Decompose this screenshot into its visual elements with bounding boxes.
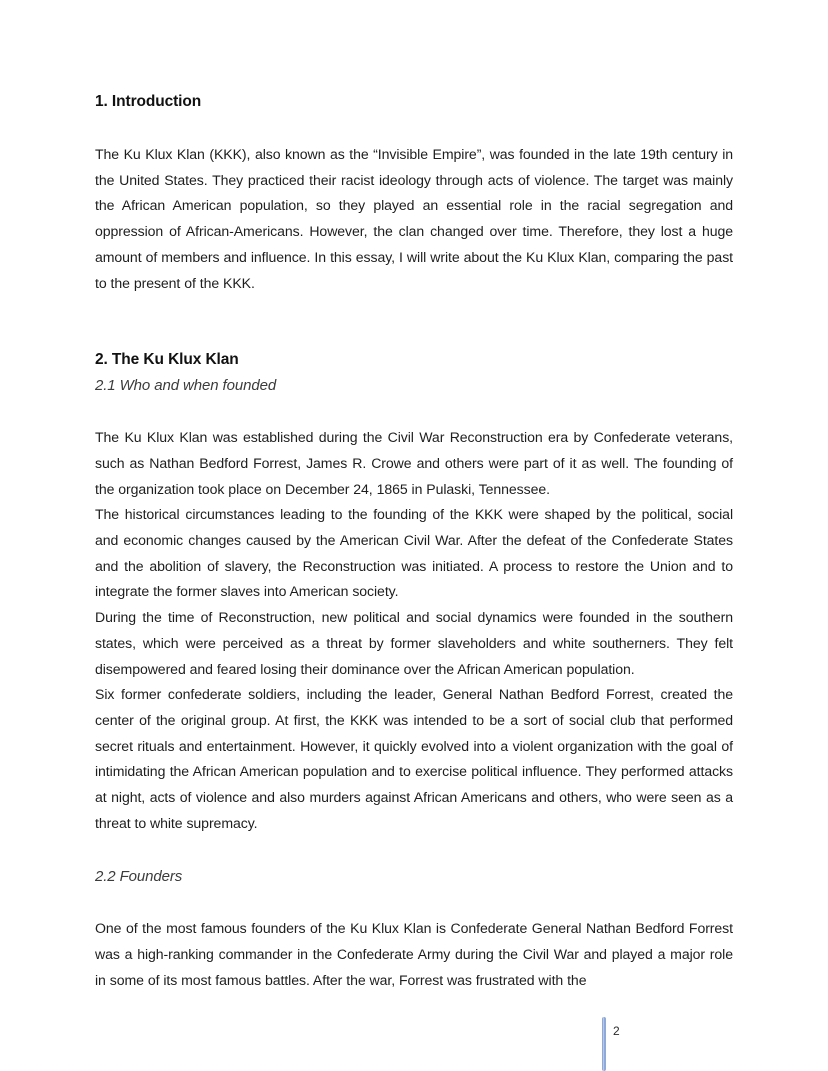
spacer <box>95 887 733 916</box>
paragraph-nathan-bedford-forrest: One of the most famous founders of the Ku Klux Klan is Confederate General Nathan Bedford Forrest was a high-ranking commander in the Confederate Army during the Civil War and played a major role in some of its most famous battles. After the war, Forrest was frustrated with the <box>95 920 733 988</box>
heading-the-ku-klux-klan: 2. The Ku Klux Klan <box>95 351 239 369</box>
paragraph-reconstruction-dynamics: During the time of Reconstruction, new political and social dynamics were founded in the southern states, which were perceived as a threat by former slaveholders and white southerners. They felt disempowered and feared losing their dominance over the African American population. <box>95 609 733 677</box>
spacer <box>95 296 733 350</box>
paragraph-historical-circumstances: The historical circumstances leading to the founding of the KKK were shaped by the political, social and economic changes caused by the American Civil War. After the defeat of the Confederate States and the abolition of slavery, the Reconstruction was initiated. A process to restore the Union and to integrate the former slaves into American society. <box>95 506 733 600</box>
footer-accent-bar <box>602 1017 606 1071</box>
spacer <box>95 112 733 142</box>
subheading-founders: 2.2 Founders <box>95 868 183 886</box>
page-number: 2 <box>613 1024 620 1038</box>
paragraph-six-confederate-soldiers: Six former confederate soldiers, including the leader, General Nathan Bedford Forrest, created the center of the original group. At first, the KKK was intended to be a sort of social club that performed secret rituals and entertainment. However, it quickly evolved into a violent organization with the goal of intimidating the African American population and to exercise political influence. They performed attacks at night, acts of violence and also murders against African Americans and others, who were seen as a threat to white supremacy. <box>95 686 733 831</box>
document-body <box>95 92 733 994</box>
heading-introduction: 1. Introduction <box>95 93 202 110</box>
spacer <box>95 396 733 425</box>
subheading-who-and-when-founded: 2.1 Who and when founded <box>95 377 277 395</box>
paragraph-introduction: The Ku Klux Klan (KKK), also known as the “Invisible Empire”, was founded in the late 19th century in the United States. They practiced their racist ideology through acts of violence. The target was mainly the African American population, so they played an essential role in the racial segregation and oppression of African-Americans. However, the clan changed over time. Therefore, they lost a huge amount of members and influence. In this essay, I will write about the Ku Klux Klan, comparing the past to the present of the KKK. <box>95 146 733 291</box>
paragraph-founding-era: The Ku Klux Klan was established during the Civil War Reconstruction era by Confederate veterans, such as Nathan Bedford Forrest, James R. Crowe and others were part of it as well. The founding of the organization took place on December 24, 1865 in Pulaski, Tennessee. <box>95 429 733 497</box>
spacer <box>95 836 733 866</box>
page-footer <box>0 1013 828 1071</box>
